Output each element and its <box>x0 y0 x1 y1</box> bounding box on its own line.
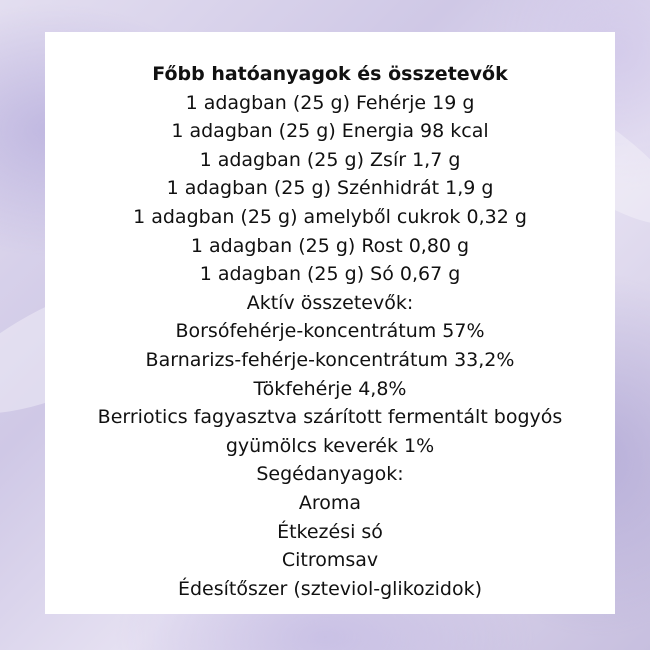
ingredient-line: Barnarizs-fehérje-koncentrátum 33,2% <box>145 348 515 371</box>
ingredient-line: Segédanyagok: <box>256 463 404 486</box>
ingredient-line: 1 adagban (25 g) Rost 0,80 g <box>190 234 470 257</box>
ingredient-line: 1 adagban (25 g) Energia 98 kcal <box>171 120 489 143</box>
ingredient-line: gyümölcs keverék 1% <box>225 434 435 457</box>
ingredient-line: Borsófehérje-koncentrátum 57% <box>175 320 485 343</box>
ingredients-heading: Főbb hatóanyagok és összetevők <box>152 63 508 85</box>
ingredient-line: Tökfehérje 4,8% <box>253 377 407 400</box>
ingredient-line: 1 adagban (25 g) Só 0,67 g <box>199 263 461 286</box>
ingredient-line: Aroma <box>298 491 362 514</box>
ingredient-line: Berriotics fagyasztva szárított fermentált bogyós <box>97 406 563 429</box>
ingredient-line: Citromsav <box>281 549 379 572</box>
ingredient-line: 1 adagban (25 g) Zsír 1,7 g <box>199 148 461 171</box>
ingredient-line: 1 adagban (25 g) Fehérje 19 g <box>185 91 475 114</box>
ingredient-line: Aktív összetevők: <box>246 291 414 314</box>
ingredient-line: 1 adagban (25 g) amelyből cukrok 0,32 g <box>133 205 527 228</box>
ingredients-card <box>45 32 615 614</box>
ingredient-line: Édesítőszer (szteviol-glikozidok) <box>177 577 483 600</box>
ingredient-line: Étkezési só <box>277 520 383 543</box>
ingredient-line: 1 adagban (25 g) Szénhidrát 1,9 g <box>166 177 494 200</box>
